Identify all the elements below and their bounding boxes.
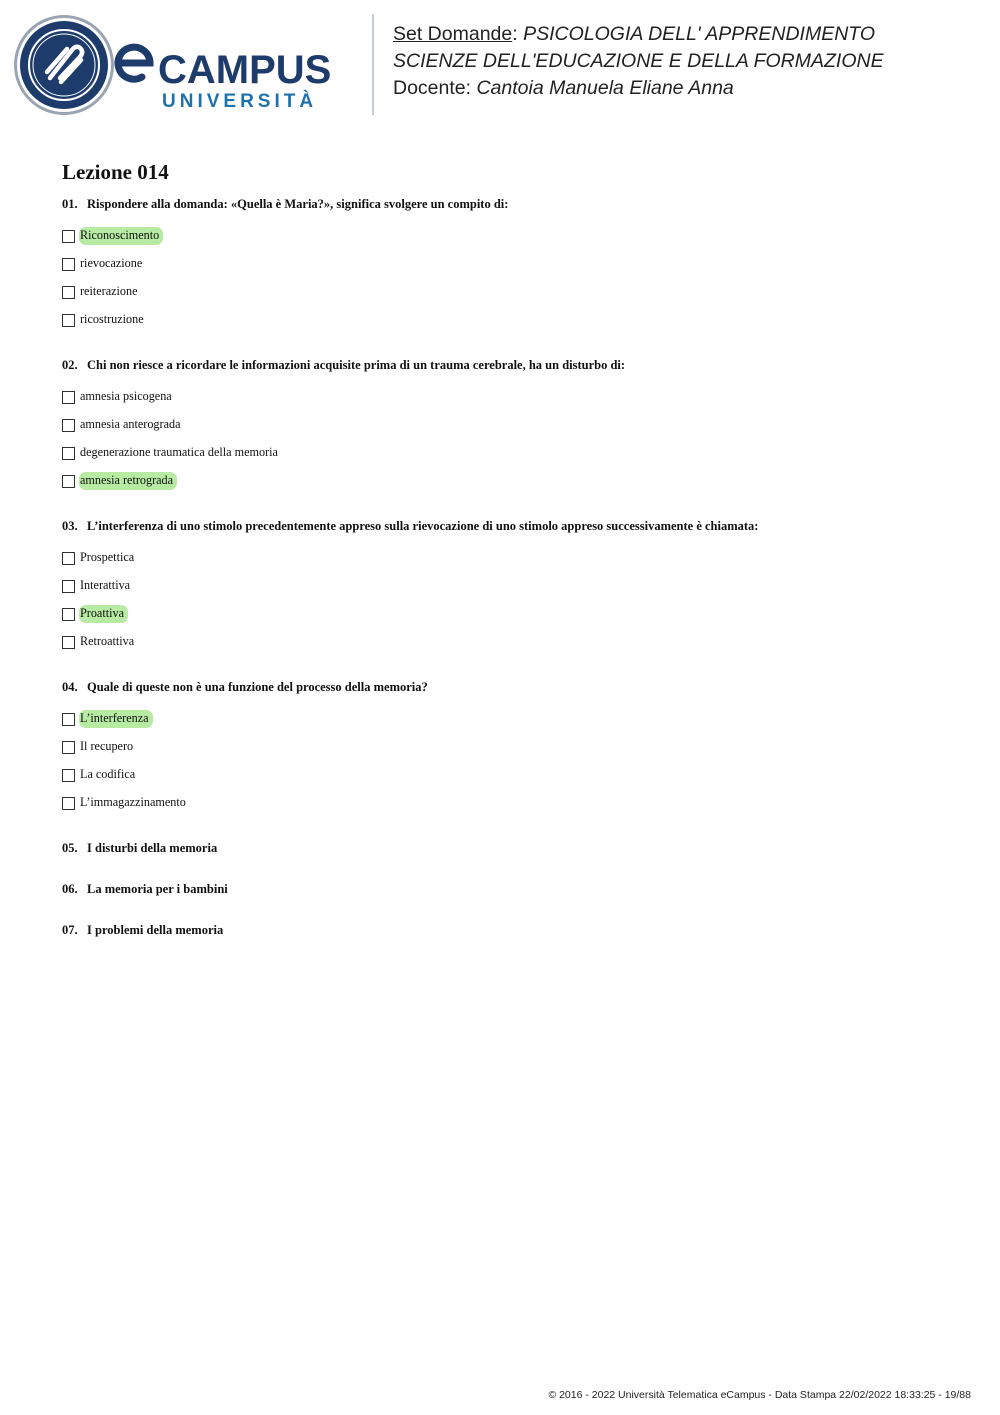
- answer-checkbox[interactable]: [62, 286, 75, 299]
- question-text: [62, 679, 962, 695]
- answer-option[interactable]: [62, 250, 962, 278]
- answer-checkbox[interactable]: [62, 636, 75, 649]
- page-header: [0, 0, 1000, 130]
- question-label: La memoria per i bambini: [87, 882, 228, 896]
- answer-checkbox[interactable]: [62, 580, 75, 593]
- answer-label: ricostruzione: [80, 312, 144, 326]
- answer-option[interactable]: [62, 222, 962, 250]
- teacher-name: Cantoia Manuela Eliane Anna: [476, 77, 734, 99]
- question-block: [62, 196, 962, 334]
- lesson-title: Lezione 014: [62, 160, 169, 184]
- question-block: [62, 518, 962, 656]
- answer-option[interactable]: [62, 572, 962, 600]
- question-number: 01.: [62, 197, 78, 211]
- page-footer: © 2016 - 2022 Università Telematica eCampus - Data Stampa 22/02/2022 18:33:25 - 19/88: [548, 1389, 971, 1401]
- answer-label: L’immagazzinamento: [80, 795, 186, 809]
- question-block: [62, 840, 962, 856]
- question-text: [62, 357, 962, 373]
- answer-option[interactable]: [62, 544, 962, 572]
- answer-option[interactable]: [62, 411, 962, 439]
- answer-label: La codifica: [80, 767, 136, 781]
- question-block: [62, 881, 962, 897]
- svg-text:UNIVERSITÀ: UNIVERSITÀ: [162, 91, 318, 112]
- answer-option[interactable]: [62, 439, 962, 467]
- question-label: Chi non riesce a ricordare le informazioni acquisite prima di un trauma cerebrale, ha un disturbo di:: [87, 358, 626, 372]
- answer-checkbox[interactable]: [62, 741, 75, 754]
- question-block: [62, 357, 962, 495]
- answer-option[interactable]: [62, 278, 962, 306]
- answer-list: [62, 544, 962, 656]
- question-block: [62, 922, 962, 938]
- answer-label: amnesia psicogena: [80, 389, 172, 403]
- answer-label: Il recupero: [80, 739, 134, 753]
- question-text: [62, 922, 962, 938]
- question-label: L’interferenza di uno stimolo precedentemente appreso sulla rievocazione di uno stimolo appreso successivamente è chiamata:: [87, 519, 759, 533]
- correct-answer-label: amnesia retrograda: [79, 472, 177, 490]
- question-label: Quale di queste non è una funzione del processo della memoria?: [87, 680, 428, 694]
- correct-answer-label: Riconoscimento: [79, 227, 163, 245]
- question-number: 03.: [62, 519, 78, 533]
- question-text: [62, 840, 962, 856]
- question-list: [62, 196, 962, 938]
- question-text: [62, 518, 962, 534]
- question-number: 07.: [62, 923, 78, 937]
- correct-answer-label: L’interferenza: [79, 710, 153, 728]
- question-number: 02.: [62, 358, 78, 372]
- question-label: I problemi della memoria: [87, 923, 224, 937]
- course-title: PSICOLOGIA DELL' APPRENDIMENTO: [523, 23, 876, 45]
- header-divider: [372, 14, 374, 115]
- question-number: 04.: [62, 680, 78, 694]
- answer-checkbox[interactable]: [62, 769, 75, 782]
- course-subtitle-line: [393, 48, 884, 75]
- teacher-line: [393, 75, 884, 102]
- question-text: [62, 881, 962, 897]
- answer-checkbox[interactable]: [62, 230, 75, 243]
- teacher-label: Docente:: [393, 77, 477, 99]
- answer-label: amnesia anterograda: [80, 417, 181, 431]
- answer-option[interactable]: [62, 600, 962, 628]
- header-info: [393, 21, 884, 102]
- answer-option[interactable]: [62, 733, 962, 761]
- answer-checkbox[interactable]: [62, 713, 75, 726]
- question-label: Rispondere alla domanda: «Quella è Maria?», significa svolgere un compito di:: [87, 197, 509, 211]
- question-text: [62, 196, 962, 212]
- lesson-content: [62, 160, 962, 963]
- answer-option[interactable]: [62, 761, 962, 789]
- answer-label: Interattiva: [80, 578, 131, 592]
- answer-option[interactable]: [62, 467, 962, 495]
- answer-list: [62, 222, 962, 334]
- answer-label: Prospettica: [80, 550, 135, 564]
- course-line: [393, 21, 884, 48]
- svg-text:CAMPUS: CAMPUS: [158, 48, 332, 92]
- answer-option[interactable]: [62, 789, 962, 817]
- answer-option[interactable]: [62, 306, 962, 334]
- answer-checkbox[interactable]: [62, 797, 75, 810]
- question-number: 06.: [62, 882, 78, 896]
- question-label: I disturbi della memoria: [87, 841, 218, 855]
- correct-answer-label: Proattiva: [79, 605, 128, 623]
- answer-label: degenerazione traumatica della memoria: [80, 445, 278, 459]
- answer-checkbox[interactable]: [62, 391, 75, 404]
- set-colon: :: [512, 23, 524, 45]
- answer-checkbox[interactable]: [62, 447, 75, 460]
- question-block: [62, 679, 962, 817]
- answer-option[interactable]: [62, 383, 962, 411]
- answer-list: [62, 705, 962, 817]
- answer-checkbox[interactable]: [62, 475, 75, 488]
- answer-checkbox[interactable]: [62, 608, 75, 621]
- answer-list: [62, 383, 962, 495]
- answer-checkbox[interactable]: [62, 314, 75, 327]
- answer-label: rievocazione: [80, 256, 143, 270]
- answer-option[interactable]: [62, 628, 962, 656]
- answer-checkbox[interactable]: [62, 258, 75, 271]
- answer-label: Retroattiva: [80, 634, 135, 648]
- answer-checkbox[interactable]: [62, 552, 75, 565]
- question-number: 05.: [62, 841, 78, 855]
- answer-label: reiterazione: [80, 284, 138, 298]
- answer-option[interactable]: [62, 705, 962, 733]
- course-subtitle: SCIENZE DELL'EDUCAZIONE E DELLA FORMAZIONE: [393, 50, 884, 72]
- answer-checkbox[interactable]: [62, 419, 75, 432]
- ecampus-logo: [14, 14, 359, 116]
- set-label: Set Domande: [393, 23, 513, 45]
